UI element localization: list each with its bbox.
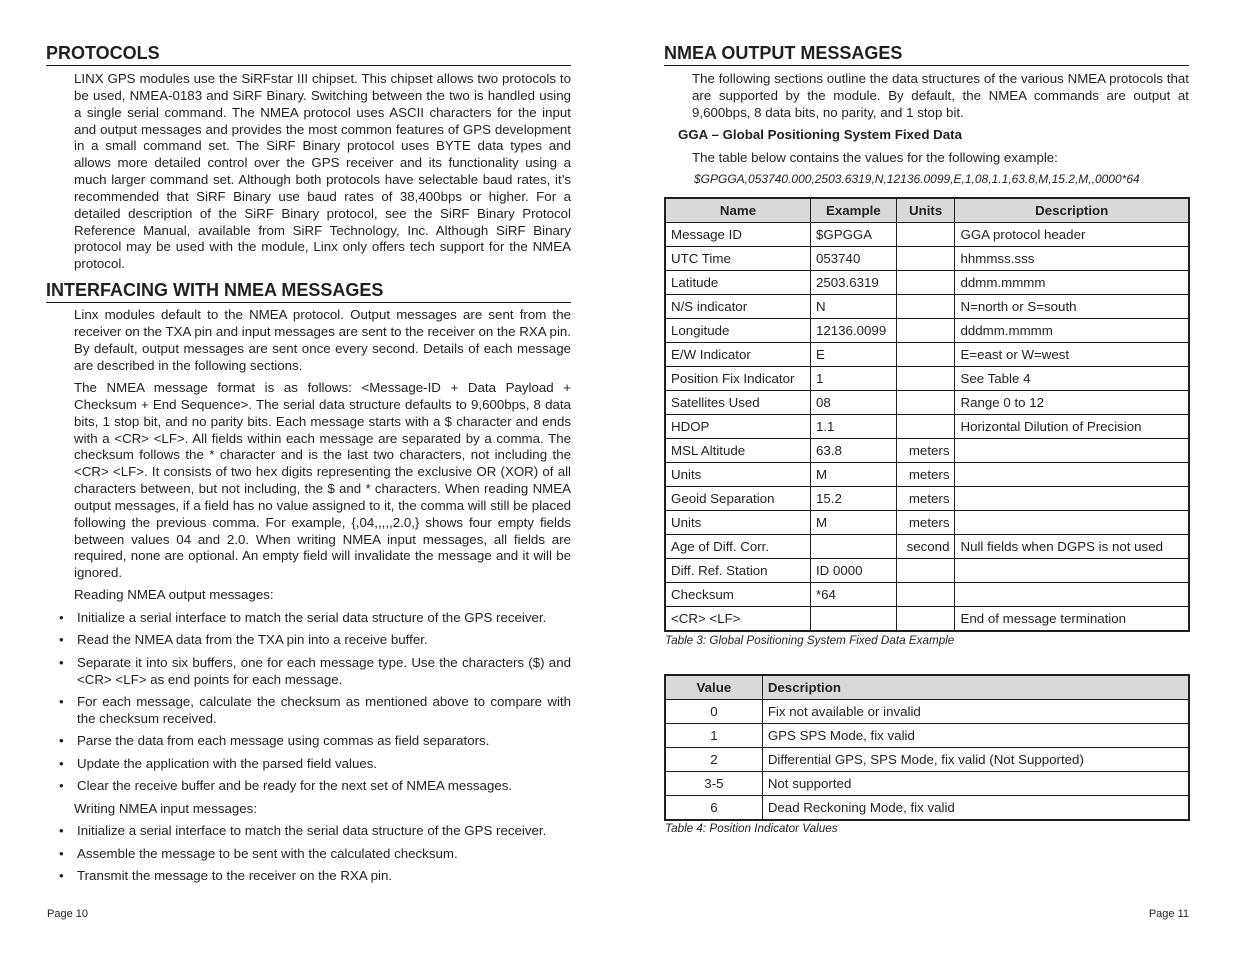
table-cell: N=north or S=south <box>955 295 1189 319</box>
list-item: • Update the application with the parsed field values. <box>59 756 378 771</box>
column-header: Units <box>896 198 955 223</box>
table-cell: 1.1 <box>810 415 896 439</box>
table-cell: Null fields when DGPS is not used <box>955 535 1189 559</box>
table-row <box>665 583 1189 607</box>
table-cell: HDOP <box>665 415 810 439</box>
table-cell: 1 <box>810 367 896 391</box>
table-cell: meters <box>896 463 955 487</box>
table-cell <box>955 487 1189 511</box>
bullet-icon: • <box>59 733 64 748</box>
table-row <box>665 748 1189 772</box>
table4-caption: Table 4: Position Indicator Values <box>665 822 838 835</box>
table-cell: dddmm.mmmm <box>955 319 1189 343</box>
table-cell <box>896 607 955 632</box>
table-cell: GPS SPS Mode, fix valid <box>762 724 1189 748</box>
gga-table-body <box>665 223 1189 632</box>
table-cell: Fix not available or invalid <box>762 700 1189 724</box>
table-cell: Horizontal Dilution of Precision <box>955 415 1189 439</box>
table-cell: ID 0000 <box>810 559 896 583</box>
position-indicator-table-body <box>665 700 1189 821</box>
column-header: Name <box>665 198 810 223</box>
list-item: • Assemble the message to be sent with the calculated checksum. <box>59 846 458 861</box>
table-row <box>665 343 1189 367</box>
table-cell: 15.2 <box>810 487 896 511</box>
table-cell: N <box>810 295 896 319</box>
table-row <box>665 223 1189 247</box>
table-row <box>665 319 1189 343</box>
table-cell: 12136.0099 <box>810 319 896 343</box>
table-cell: Geoid Separation <box>665 487 810 511</box>
bullet-icon: • <box>59 846 64 861</box>
list-item: • Read the NMEA data from the TXA pin into a receive buffer. <box>59 632 428 647</box>
list-item: • Clear the receive buffer and be ready for the next set of NMEA messages. <box>59 778 513 793</box>
table-cell: Diff. Ref. Station <box>665 559 810 583</box>
nmea-output-intro: The following sections outline the data structures of the various NMEA protocols that are supported by the module. By default, the NMEA commands are output at 9,600bps, 8 data bits, no parity, and 1 stop bit. <box>692 71 1189 120</box>
table-cell: MSL Altitude <box>665 439 810 463</box>
table-row <box>665 391 1189 415</box>
table-cell: meters <box>896 487 955 511</box>
column-header: Description <box>955 198 1189 223</box>
table-cell: Latitude <box>665 271 810 295</box>
bullet-icon: • <box>59 694 64 709</box>
list-item: • For each message, calculate the checksum as mentioned above to compare with the checksum received. <box>59 694 571 726</box>
table-cell: E=east or W=west <box>955 343 1189 367</box>
table-row <box>665 535 1189 559</box>
table-cell <box>896 247 955 271</box>
column-header: Value <box>665 675 762 700</box>
list-item: • Initialize a serial interface to match the serial data structure of the GPS receiver. <box>59 610 547 625</box>
table-cell <box>896 295 955 319</box>
bullet-icon: • <box>59 655 64 670</box>
bullet-icon: • <box>59 756 64 771</box>
protocols-heading: PROTOCOLS <box>46 42 571 66</box>
table-cell: 2503.6319 <box>810 271 896 295</box>
table-cell <box>896 223 955 247</box>
table-cell: hhmmss.sss <box>955 247 1189 271</box>
table-cell: 3-5 <box>665 772 762 796</box>
table-header-row <box>665 198 1189 223</box>
table-row <box>665 439 1189 463</box>
table-cell: meters <box>896 439 955 463</box>
table-cell <box>955 559 1189 583</box>
table-cell: Units <box>665 511 810 535</box>
reading-label: Reading NMEA output messages: <box>74 587 274 602</box>
table-cell: Longitude <box>665 319 810 343</box>
table-cell: E <box>810 343 896 367</box>
table-cell <box>896 367 955 391</box>
table-cell: GGA protocol header <box>955 223 1189 247</box>
table-cell: Position Fix Indicator <box>665 367 810 391</box>
table-row <box>665 511 1189 535</box>
interfacing-heading: INTERFACING WITH NMEA MESSAGES <box>46 279 571 303</box>
table-row <box>665 724 1189 748</box>
table-row <box>665 367 1189 391</box>
gga-heading: GGA – Global Positioning System Fixed Data <box>678 127 962 142</box>
table-cell <box>896 319 955 343</box>
list-item: • Initialize a serial interface to match the serial data structure of the GPS receiver. <box>59 823 547 838</box>
table-cell: meters <box>896 511 955 535</box>
bullet-icon: • <box>59 823 64 838</box>
table-row <box>665 772 1189 796</box>
table-cell: Satellites Used <box>665 391 810 415</box>
table-cell: E/W Indicator <box>665 343 810 367</box>
bullet-icon: • <box>59 778 64 793</box>
table-cell: N/S indicator <box>665 295 810 319</box>
table-row <box>665 796 1189 821</box>
table-cell: Dead Reckoning Mode, fix valid <box>762 796 1189 821</box>
protocols-paragraph: LINX GPS modules use the SiRFstar III chipset. This chipset allows two protocols to be used, NMEA-0183 and SiRF Binary. Switching between the two is handled using a single serial command. The NMEA protocol uses ASCII characters for the input and output messages and provides the most common features of GPS development in a small command set. The SiRF Binary protocol uses BYTE data types and allows more detailed control over the GPS receiver and its functionality using a much larger command set. Although both protocols have selectable baud rates, it’s recommended that SiRF Binary use baud rates of 38,400bps or higher. For a detailed description of the SiRF Binary protocol, see the SiRF Binary Protocol Reference Manual, available from SiRF Technology, Inc. Although SiRF Binary protocol may be used with the module, Linx only offers tech support for the NMEA protocol. <box>74 71 571 272</box>
table-row <box>665 559 1189 583</box>
table-cell: M <box>810 511 896 535</box>
table-cell: Checksum <box>665 583 810 607</box>
table-cell: Range 0 to 12 <box>955 391 1189 415</box>
list-item: • Transmit the message to the receiver on the RXA pin. <box>59 868 393 883</box>
table-cell <box>810 535 896 559</box>
position-indicator-table <box>664 674 1190 821</box>
table-row <box>665 463 1189 487</box>
table-cell <box>955 463 1189 487</box>
gga-intro: The table below contains the values for the following example: <box>692 150 1058 165</box>
table-cell: 053740 <box>810 247 896 271</box>
table-cell: See Table 4 <box>955 367 1189 391</box>
nmea-output-heading: NMEA OUTPUT MESSAGES <box>664 42 1189 66</box>
table-cell: Message ID <box>665 223 810 247</box>
table-row <box>665 415 1189 439</box>
table-cell: End of message termination <box>955 607 1189 632</box>
table-cell <box>955 583 1189 607</box>
table-cell <box>955 439 1189 463</box>
table-header-row <box>665 675 1189 700</box>
table-cell <box>810 607 896 632</box>
table-cell: *64 <box>810 583 896 607</box>
table-cell <box>896 583 955 607</box>
interfacing-paragraph-2: The NMEA message format is as follows: <Message-ID + Data Payload + Checksum + End Sequence>. The serial data structure defaults to 9,600bps, 8 data bits, 1 stop bit, and no parity bits. Each message starts with a $ character and ends with a <CR> <LF>. All fields within each message are separated by a comma. The checksum follows the * character and is the last two characters, not including the <CR> <LF>. It consists of two hex digits representing the exclusive OR (XOR) of all characters between, but not including, the $ and * characters. When reading NMEA output messages, if a field has no value assigned to it, the comma will still be placed following the previous comma. For example, {,04,,,,,2.0,} shows four empty fields between values 04 and 2.0. When writing NMEA input messages, all fields are required, none are optional. An empty field will invalidate the message and it will be ignored. <box>74 380 571 581</box>
writing-label: Writing NMEA input messages: <box>74 801 258 816</box>
table-cell: 08 <box>810 391 896 415</box>
table-row <box>665 700 1189 724</box>
table3-caption: Table 3: Global Positioning System Fixed Data Example <box>665 634 955 647</box>
bullet-icon: • <box>59 868 64 883</box>
table-cell: Not supported <box>762 772 1189 796</box>
gga-example-sentence: $GPGGA,053740.000,2503.6319,N,12136.0099,E,1,08,1.1,63.8,M,15.2,M,,0000*64 <box>694 172 1140 186</box>
table-row <box>665 487 1189 511</box>
bullet-icon: • <box>59 632 64 647</box>
page-number-right: Page 11 <box>1148 908 1189 920</box>
table-cell <box>955 511 1189 535</box>
table-cell: M <box>810 463 896 487</box>
table-cell: ddmm.mmmm <box>955 271 1189 295</box>
page-number-left: Page 10 <box>47 908 88 920</box>
table-row <box>665 607 1189 632</box>
column-header: Description <box>762 675 1189 700</box>
table-cell: <CR> <LF> <box>665 607 810 632</box>
interfacing-paragraph-1: Linx modules default to the NMEA protocol. Output messages are sent from the receiver on the TXA pin and input messages are sent to the receiver on the RXA pin. By default, output messages are sent once every second. Details of each message are described in the following sections. <box>74 307 571 373</box>
gga-table <box>664 197 1190 632</box>
list-item: • Separate it into six buffers, one for each message type. Use the characters ($) and <CR> <LF> as end points for each message. <box>59 655 571 687</box>
table-cell <box>896 271 955 295</box>
table-cell: Differential GPS, SPS Mode, fix valid (Not Supported) <box>762 748 1189 772</box>
table-cell: $GPGGA <box>810 223 896 247</box>
table-row <box>665 295 1189 319</box>
table-row <box>665 271 1189 295</box>
table-row <box>665 247 1189 271</box>
table-cell: 1 <box>665 724 762 748</box>
table-cell <box>896 415 955 439</box>
table-cell: Age of Diff. Corr. <box>665 535 810 559</box>
table-cell: UTC Time <box>665 247 810 271</box>
table-cell: second <box>896 535 955 559</box>
bullet-icon: • <box>59 610 64 625</box>
table-cell <box>896 343 955 367</box>
table-cell <box>896 391 955 415</box>
table-cell: 63.8 <box>810 439 896 463</box>
column-header: Example <box>810 198 896 223</box>
list-item: • Parse the data from each message using commas as field separators. <box>59 733 490 748</box>
table-cell: 6 <box>665 796 762 821</box>
table-cell: Units <box>665 463 810 487</box>
table-cell <box>896 559 955 583</box>
table-cell: 2 <box>665 748 762 772</box>
table-cell: 0 <box>665 700 762 724</box>
